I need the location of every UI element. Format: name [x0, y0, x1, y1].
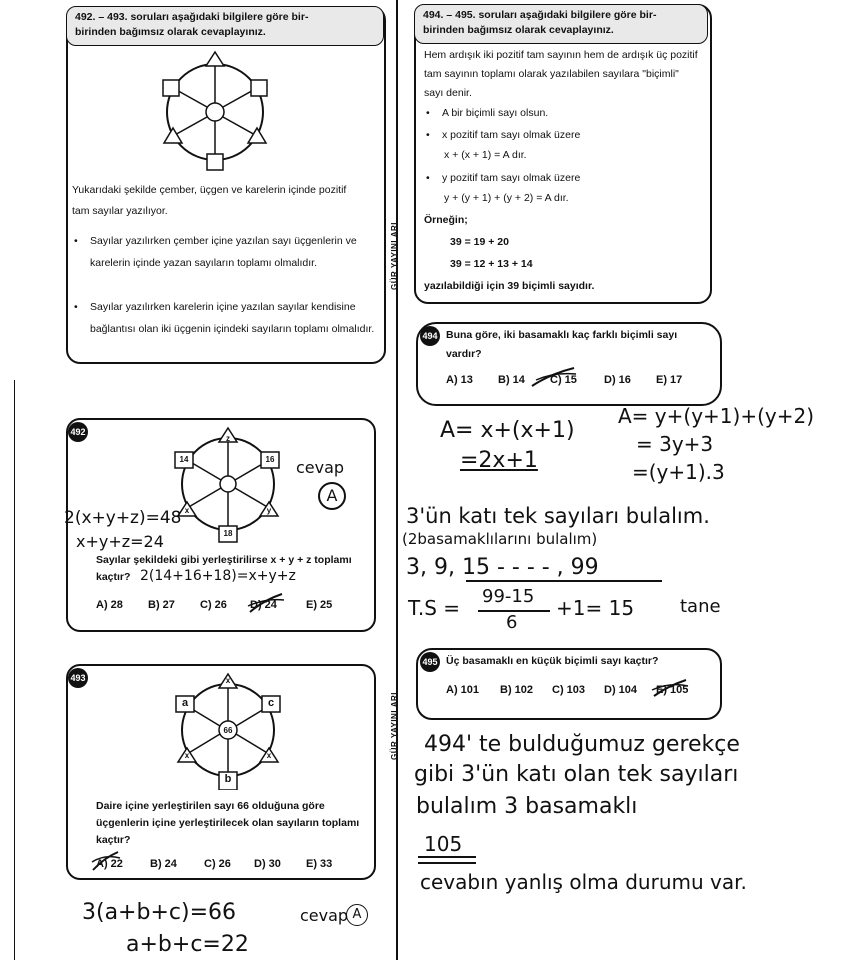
- handwriting: 3(a+b+c)=66: [82, 900, 236, 925]
- label-b: b: [224, 773, 232, 785]
- handwriting: bulalım 3 basamaklı: [416, 794, 638, 819]
- option-d[interactable]: D) 16: [604, 374, 631, 386]
- section-header-492-493: 492. – 493. soruları aşağıdaki bilgilere göre bir- birinden bağımsız olarak cevaplayınız.: [66, 6, 384, 46]
- question-number-badge: 495: [420, 652, 440, 672]
- label-x: x: [184, 506, 190, 515]
- handwriting: cevabın yanlış olma durumu var.: [420, 870, 747, 894]
- underline: [418, 862, 476, 864]
- handwriting: =2x+1: [460, 448, 538, 473]
- option-e[interactable]: E) 17: [656, 374, 683, 386]
- handwriting: = 3y+3: [636, 432, 714, 456]
- handwriting: 6: [506, 612, 518, 633]
- option-a[interactable]: A) 13: [446, 374, 473, 386]
- margin-line: [14, 380, 15, 960]
- handwriting: gibi 3'ün katı olan tek sayıları: [414, 762, 739, 787]
- label-z: z: [226, 434, 230, 443]
- label-x-right: x: [266, 751, 272, 760]
- option-c[interactable]: C) 26: [200, 599, 227, 611]
- option-d[interactable]: D) 30: [254, 858, 281, 870]
- handwriting: x+y+z=24: [76, 532, 164, 551]
- option-e[interactable]: E) 25: [306, 599, 333, 611]
- label-c: c: [267, 697, 275, 709]
- intro-text-left: Yukarıdaki şekilde çember, üçgen ve karelerin içinde pozitif tam sayılar yazılıyor.: [72, 184, 347, 217]
- intro-text-right: Hem ardışık iki pozitif tam sayının hem de ardışık üç pozitif tam sayının toplamı olarak yazılabilen sayılara "biçimli" sayı denir.: [424, 49, 698, 99]
- bullet-right-1: • A bir biçimli sayı olsun.: [424, 102, 712, 124]
- handwriting: 2(14+16+18)=x+y+z: [140, 568, 296, 584]
- handwriting: a+b+c=22: [126, 932, 249, 957]
- question-493-text: Daire içine yerleştirilen sayı 66 olduğuna göre üçgenlerin içine yerleştirilecek olan sayıların toplamı kaçtır?: [96, 800, 360, 846]
- question-number-badge: 493: [68, 668, 88, 688]
- answer-circle: A: [346, 904, 368, 926]
- underline: [466, 580, 662, 582]
- publisher-side-label: GÜR YAYINLARI: [390, 222, 399, 290]
- option-b[interactable]: B) 24: [150, 858, 177, 870]
- example-1: 39 = 19 + 20: [450, 236, 509, 248]
- question-number-badge: 492: [68, 422, 88, 442]
- publisher-side-label: GÜR YAYINLARI: [390, 692, 399, 760]
- handwriting: cevap: [300, 906, 349, 925]
- bullet-left-1: • Sayılar yazılırken çember içine yazılan sayı üçgenlerin ve karelerin içinde yazan sayıların toplamı olmalıdır.: [72, 230, 380, 274]
- question-number-badge: 494: [420, 326, 440, 346]
- label-x-top: x: [225, 676, 231, 685]
- handwriting: A= y+(y+1)+(y+2): [618, 404, 814, 428]
- option-d[interactable]: D) 24: [250, 599, 277, 611]
- question-492-text: Sayılar şekildeki gibi yerleştirilirse x + y + z toplamı kaçtır?: [96, 554, 352, 583]
- bullet-right-3: • y pozitif tam sayı olmak üzere: [424, 167, 712, 189]
- column-divider: [396, 0, 398, 960]
- handwriting: +1= 15: [556, 596, 635, 620]
- handwriting: =(y+1).3: [632, 460, 725, 484]
- option-a[interactable]: A) 28: [96, 599, 123, 611]
- bullet-left-2: • Sayılar yazılırken karelerin içine yazılan sayılar kendisine bağlantısı olan iki üçgenin içindeki sayıların toplamı olmalıdır.: [72, 296, 380, 340]
- section-header-494-495: 494. – 495. soruları aşağıdaki bilgilere göre bir- birinden bağımsız olarak cevaplayınız.: [414, 4, 708, 44]
- option-b[interactable]: B) 14: [498, 374, 525, 386]
- option-c[interactable]: C) 103: [552, 684, 586, 696]
- handwriting: 99-15: [482, 586, 535, 607]
- handwriting: 2(x+y+z)=48: [64, 508, 182, 528]
- label-16: 16: [265, 455, 275, 464]
- bullet-right-2: • x pozitif tam sayı olmak üzere: [424, 124, 712, 146]
- handwriting: 105: [424, 832, 463, 856]
- answer-circle: A: [318, 482, 346, 510]
- formula-1: x + (x + 1) = A dır.: [444, 149, 527, 161]
- question-494-text: Buna göre, iki basamaklı kaç farklı biçimli sayı vardır?: [446, 329, 678, 360]
- option-d[interactable]: D) 104: [604, 684, 638, 696]
- label-66: 66: [223, 726, 233, 735]
- option-e[interactable]: E) 33: [306, 858, 333, 870]
- handwriting: T.S =: [408, 596, 461, 620]
- strike-mark: [246, 592, 286, 616]
- option-b[interactable]: B) 27: [148, 599, 175, 611]
- formula-2: y + (y + 1) + (y + 2) = A dır.: [444, 192, 569, 204]
- example-2: 39 = 12 + 13 + 14: [450, 258, 533, 270]
- handwriting: cevap: [296, 458, 345, 477]
- option-a[interactable]: A) 101: [446, 684, 480, 696]
- example-end: yazılabildiği için 39 biçimli sayıdır.: [424, 280, 595, 292]
- option-c[interactable]: C) 15: [550, 374, 577, 386]
- strike-mark: [90, 850, 122, 874]
- label-x-left: x: [184, 751, 190, 760]
- underline: [418, 856, 476, 858]
- shape-diagram-492: [172, 426, 284, 544]
- handwriting: 3'ün katı tek sayıları bulalım.: [406, 504, 710, 528]
- handwriting: (2basamaklılarını bulalım): [402, 530, 598, 548]
- handwriting: tane: [680, 596, 721, 617]
- handwriting: 494' te bulduğumuz gerekçe: [424, 732, 740, 757]
- label-a: a: [181, 697, 189, 709]
- option-a[interactable]: A) 22: [96, 858, 123, 870]
- example-label: Örneğin;: [424, 214, 468, 226]
- shape-diagram: [150, 50, 280, 174]
- option-e[interactable]: E) 105: [656, 684, 689, 696]
- label-14: 14: [179, 455, 189, 464]
- handwriting: A= x+(x+1): [440, 418, 575, 443]
- question-495-text: Üç basamaklı en küçük biçimli sayı kaçtır?: [446, 655, 659, 667]
- option-b[interactable]: B) 102: [500, 684, 534, 696]
- label-18: 18: [223, 529, 233, 538]
- option-c[interactable]: C) 26: [204, 858, 231, 870]
- strike-mark: [650, 676, 690, 700]
- strike-mark: [528, 364, 578, 390]
- label-y: y: [266, 506, 272, 515]
- handwriting: 3, 9, 15 - - - - , 99: [406, 555, 599, 580]
